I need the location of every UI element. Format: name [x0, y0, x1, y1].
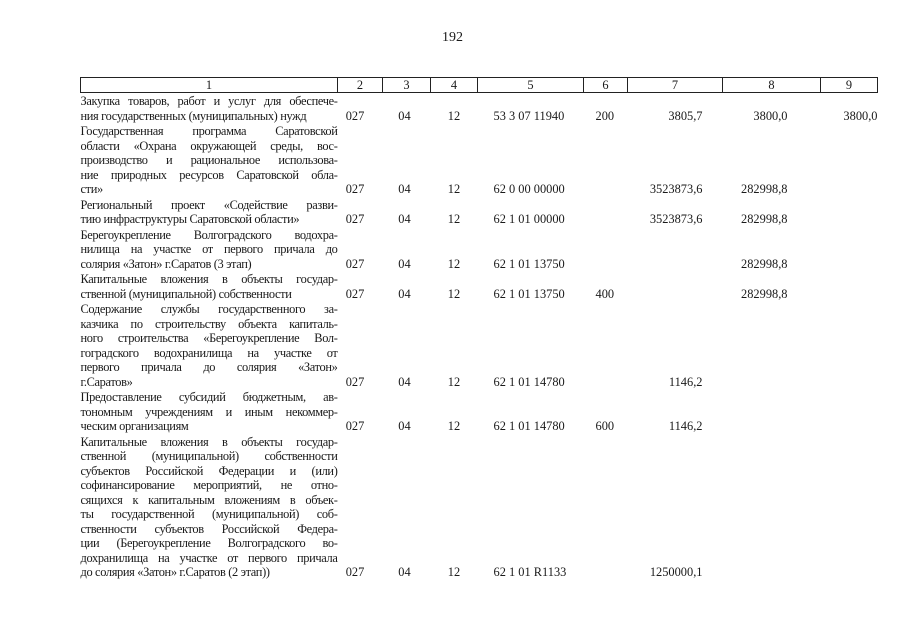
row-description [81, 389, 338, 434]
description-line: Региональный проект «Содействие разви- [80, 197, 338, 212]
cell-col-8: 3800,0 [753, 108, 788, 123]
table-row [81, 227, 878, 272]
column-header-6: 6 [584, 78, 628, 93]
cell-col-8 [723, 389, 821, 434]
cell-col-3: 04 [398, 108, 411, 123]
cell-col-8: 282998,8 [741, 182, 788, 196]
description-line: дохранилища на участке от первого причала [80, 550, 338, 565]
description-line: сящихся к капитальным вложениям в объек- [80, 492, 338, 507]
description-line: г.Саратов» [80, 374, 133, 389]
cell-col-8 [723, 434, 821, 580]
cell-col-3: 04 [398, 212, 411, 226]
cell-col-9 [821, 301, 878, 389]
cell-col-5: 62 1 01 R1133 [493, 565, 567, 579]
column-header-5: 5 [478, 78, 584, 93]
column-header-9: 9 [821, 78, 878, 93]
description-line: софинансирование мероприятий, не отно- [80, 478, 338, 492]
description-line: Государственная программа Саратовской [80, 124, 338, 138]
cell-col-2: 027 [345, 212, 365, 226]
cell-col-2: 027 [345, 286, 365, 301]
column-header-2: 2 [338, 78, 383, 93]
description-line: ного строительства «Берегоукрепление Вол- [80, 331, 338, 345]
description-line: ческим организациям [80, 419, 189, 433]
cell-col-2: 027 [345, 374, 365, 389]
description-line: до солярия «Затон» г.Саратов (2 этап)) [80, 565, 270, 579]
cell-col-6: 400 [595, 286, 615, 301]
cell-col-6 [584, 301, 628, 389]
description-line: первого причала до солярия «Затон» [80, 360, 338, 374]
description-line: ты государственной (муниципальной) соб- [80, 507, 338, 521]
cell-col-5: 62 1 01 14780 [493, 419, 565, 433]
description-line: ния государственных (муниципальных) нужд [80, 108, 307, 123]
description-line: тономным учреждениям и иным некоммер- [80, 404, 338, 419]
cell-col-2: 027 [345, 565, 365, 579]
cell-col-3: 04 [398, 182, 411, 196]
column-header-8: 8 [723, 78, 821, 93]
cell-col-6 [584, 197, 628, 227]
cell-col-3: 04 [398, 286, 411, 301]
description-line: области «Охрана окружающей среды, вос- [80, 138, 338, 153]
table-row [81, 301, 878, 389]
cell-col-6 [584, 227, 628, 272]
cell-col-8: 282998,8 [741, 212, 788, 226]
description-line: ственной (муниципальной) собственности [80, 449, 338, 463]
description-line: нилища на участке от первого причала до [80, 242, 338, 256]
table-row [81, 93, 878, 124]
description-line: ции (Берегоукрепление Волгоградского во- [80, 536, 338, 550]
table-row [81, 197, 878, 227]
budget-table [80, 77, 878, 580]
description-line: Содержание службы государственного за- [80, 302, 338, 316]
description-line: Берегоукрепление Волгоградского водохра- [80, 227, 338, 242]
cell-col-3: 04 [398, 374, 411, 389]
column-header-7: 7 [628, 78, 723, 93]
description-line: ственности субъектов Российской Федера- [80, 521, 338, 536]
cell-col-5: 53 3 07 11940 [493, 108, 565, 123]
row-description [81, 301, 338, 389]
description-line: Закупка товаров, работ и услуг для обеспече- [80, 94, 338, 108]
description-line: субъектов Российской Федерации и (или) [80, 463, 338, 478]
row-description [81, 271, 338, 301]
cell-col-6: 600 [595, 419, 615, 433]
cell-col-6 [584, 434, 628, 580]
description-line: тию инфраструктуры Саратовской области» [80, 212, 300, 226]
cell-col-7: 1146,2 [668, 419, 703, 433]
cell-col-7: 3523873,6 [649, 212, 703, 226]
cell-col-2: 027 [345, 108, 365, 123]
description-line: сти» [80, 182, 103, 196]
cell-col-4: 12 [447, 419, 461, 433]
cell-col-6: 200 [595, 108, 615, 123]
cell-col-5: 62 1 01 13750 [493, 286, 565, 301]
description-line: ние природных ресурсов Саратовской обла- [80, 167, 338, 182]
cell-col-4: 12 [447, 212, 461, 226]
column-header-3: 3 [383, 78, 431, 93]
row-description [81, 123, 338, 197]
cell-col-5: 62 1 01 14780 [493, 374, 565, 389]
cell-col-3: 04 [398, 419, 411, 433]
cell-col-9 [821, 271, 878, 301]
row-description [81, 93, 338, 124]
cell-col-4: 12 [447, 182, 461, 196]
cell-col-9 [821, 123, 878, 197]
column-header-4: 4 [431, 78, 478, 93]
cell-col-6 [584, 123, 628, 197]
description-line: ственной (муниципальной) собственности [80, 286, 292, 301]
description-line: производство и рациональное использова- [80, 153, 338, 167]
cell-col-7: 3805,7 [668, 108, 703, 123]
row-description [81, 197, 338, 227]
cell-col-5: 62 0 00 00000 [493, 182, 565, 196]
description-line: Капитальные вложения в объекты государ- [80, 434, 338, 449]
cell-col-7: 3523873,6 [649, 182, 703, 196]
cell-col-4: 12 [447, 565, 461, 579]
table-row [81, 434, 878, 580]
cell-col-3: 04 [398, 565, 411, 579]
cell-col-5: 62 1 01 13750 [493, 256, 565, 271]
cell-col-8 [723, 301, 821, 389]
cell-col-4: 12 [447, 374, 461, 389]
table-row [81, 389, 878, 434]
description-line: солярия «Затон» г.Саратов (3 этап) [80, 256, 252, 271]
column-header-1: 1 [81, 78, 338, 93]
cell-col-7: 1146,2 [668, 374, 703, 389]
cell-col-8: 282998,8 [741, 286, 788, 301]
cell-col-2: 027 [345, 419, 365, 433]
cell-col-7 [628, 227, 723, 272]
description-line: Предоставление субсидий бюджетным, ав- [80, 390, 338, 404]
table-row [81, 271, 878, 301]
cell-col-2: 027 [345, 182, 365, 196]
cell-col-4: 12 [447, 286, 461, 301]
table-row [81, 123, 878, 197]
cell-col-4: 12 [447, 108, 461, 123]
cell-col-9 [821, 389, 878, 434]
cell-col-9 [821, 197, 878, 227]
cell-col-9 [821, 227, 878, 272]
row-description [81, 434, 338, 580]
cell-col-4: 12 [447, 256, 461, 271]
page-number: 192 [442, 30, 463, 45]
description-line: Капитальные вложения в объекты государ- [80, 272, 338, 286]
cell-col-3: 04 [398, 256, 411, 271]
description-line: казчика по строительству объекта капиталь- [80, 316, 338, 331]
cell-col-7 [628, 271, 723, 301]
cell-col-9: 3800,0 [843, 108, 878, 123]
description-line: гоградского водохранилища на участке от [80, 345, 338, 360]
cell-col-7: 1250000,1 [649, 565, 703, 579]
row-description [81, 227, 338, 272]
cell-col-2: 027 [345, 256, 365, 271]
cell-col-5: 62 1 01 00000 [493, 212, 565, 226]
cell-col-8: 282998,8 [741, 256, 788, 271]
header-row [81, 78, 878, 93]
cell-col-9 [821, 434, 878, 580]
